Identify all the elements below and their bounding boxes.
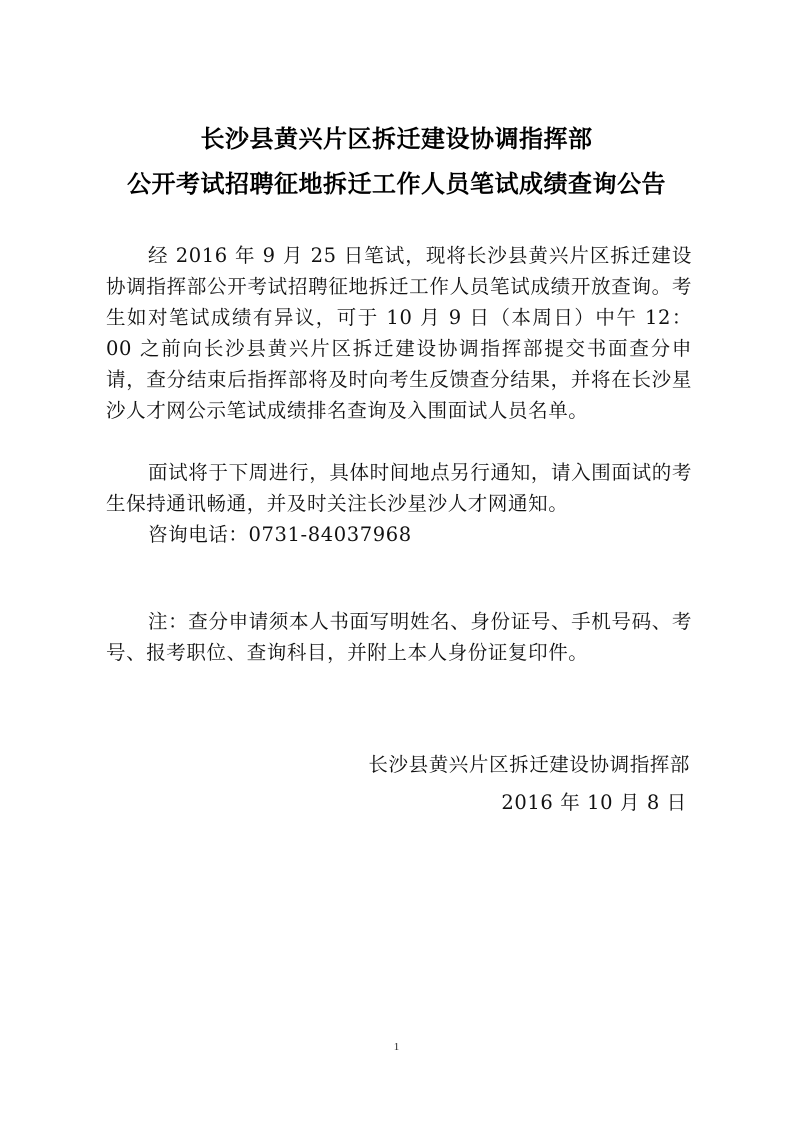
page-number: 1 xyxy=(393,1041,400,1053)
document-title-announcement: 公开考试招聘征地拆迁工作人员笔试成绩查询公告 xyxy=(127,170,666,198)
note-paragraph xyxy=(106,606,692,668)
signature-organization: 长沙县黄兴片区拆迁建设协调指挥部 xyxy=(368,753,690,776)
paragraph-text: 经 2016 年 9 月 25 日笔试，现将长沙县黄兴片区拆迁建设协调指挥部公开考试招聘征地拆迁工作人员笔试成绩开放查询。考生如对笔试成绩有异议，可于 10 月 9 日（本周日）中午 12：00 之前向长沙县黄兴片区拆迁建设协调指挥部提交书面查分申请，查分结束后指挥部将及时向考生反馈查分结果，并将在长沙星沙人才网公示笔试成绩排名查询及入围面试人员名单。 xyxy=(106,244,692,422)
signature-date: 2016 年 10 月 8 日 xyxy=(501,791,687,814)
note-text: 注：查分申请须本人书面写明姓名、身份证号、手机号码、考号、报考职位、查询科目，并附上本人身份证复印件。 xyxy=(106,610,692,664)
signature-block xyxy=(368,746,690,822)
body-paragraph-contact xyxy=(106,519,692,550)
body-paragraph-interview xyxy=(106,457,692,519)
paragraph-text: 面试将于下周进行，具体时间地点另行通知，请入围面试的考生保持通讯畅通，并及时关注长沙星沙人才网通知。 xyxy=(106,461,692,515)
body-paragraph-results xyxy=(106,240,692,426)
contact-phone: 咨询电话：0731-84037968 xyxy=(148,523,412,546)
document-title-organization: 长沙县黄兴片区拆迁建设协调指挥部 xyxy=(200,125,593,153)
